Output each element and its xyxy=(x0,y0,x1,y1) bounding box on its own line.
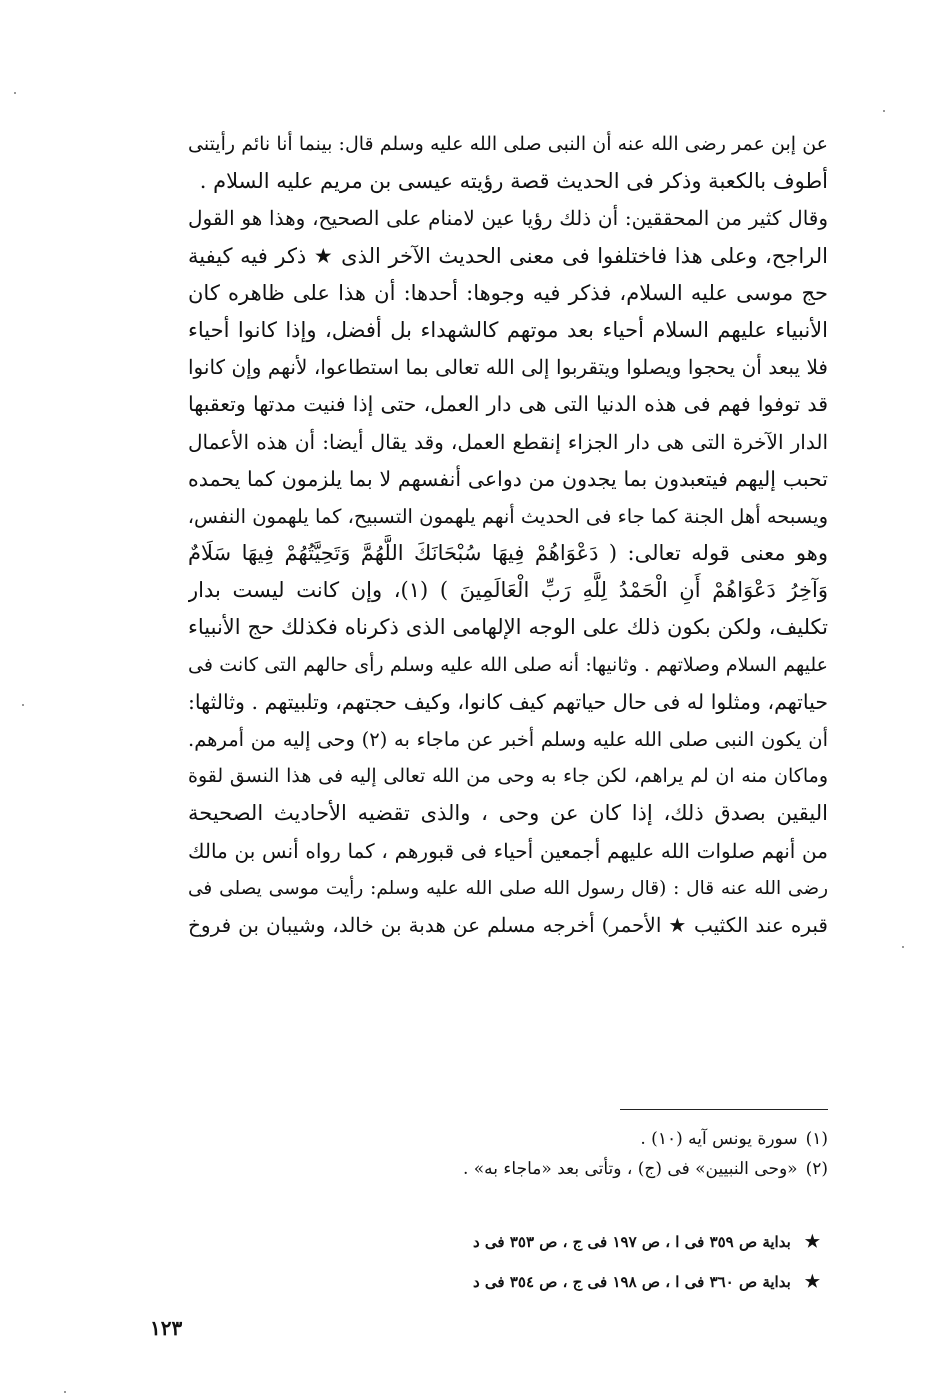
reference-line xyxy=(350,1262,820,1302)
footnote-text: سورة يونس آيه (١٠) . xyxy=(640,1129,798,1149)
star-icon: ★ xyxy=(804,1272,820,1292)
footnotes-block xyxy=(420,1124,828,1184)
reference-text: بداية ص ٣٦٠ فى ا ، ص ١٩٨ فى ج ، ص ٣٥٤ فى د xyxy=(473,1273,791,1291)
main-text-block xyxy=(188,126,828,944)
text-line: قد توفوا فهم فى هذه الدنيا التى هى دار العمل، حتى إذا فنيت مدتها وتعقبها xyxy=(188,392,828,417)
footnote-text: «وحى النبيين» فى (ج) ، وتأتى بعد «ماجاء به» . xyxy=(462,1159,798,1179)
scan-speck xyxy=(883,110,885,112)
text-line: وقال كثير من المحققين: أن ذلك رؤيا عين لامنام على الصحيح، وهذا هو القول xyxy=(188,206,828,231)
manuscript-references xyxy=(350,1222,820,1302)
scan-speck xyxy=(64,1391,66,1393)
text-line: ويسبحه أهل الجنة كما جاء فى الحديث أنهم يلهمون التسبيح، كما يلهمون النفس، xyxy=(188,504,828,528)
text-line: فلا يبعد أن يحجوا ويصلوا ويتقربوا إلى الله تعالى بما استطاعوا، لأنهم وإن كانوا xyxy=(188,355,828,380)
reference-line xyxy=(350,1222,820,1262)
footnote-number: (٢) xyxy=(805,1159,828,1179)
footnote xyxy=(420,1154,828,1184)
text-line: من أنهم صلوات الله عليهم أجمعين أحياء فى قبورهم ، كما رواه أنس بن مالك xyxy=(188,838,828,863)
text-line: وماكان منه ان لم يراهم، لكن جاء به وحى من الله تعالى إليه فى هذا النسق لقوة xyxy=(188,765,828,788)
text-line: قبره عند الكثيب ★ الأحمر) أخرجه مسلم عن هدبة بن خالد، وشيبان بن فروخ xyxy=(188,912,828,937)
scan-speck xyxy=(22,704,24,706)
footnote xyxy=(420,1124,828,1154)
text-line: تكليف، ولكن بكون ذلك على الوجه الإلهامى الذى ذكرناه فكذلك حج الأنبياء xyxy=(188,615,828,640)
text-line: حياتهم، ومثلوا له فى حال حياتهم كيف كانوا، وكيف حجتهم، وتلبيتهم . وثالثها: xyxy=(188,689,828,714)
page-number: ١٢٣ xyxy=(150,1316,183,1340)
text-line: الراجح، وعلى هذا فاختلفوا فى معنى الحديث الآخر الذى ★ ذكر فيه كيفية xyxy=(188,243,828,268)
text-line: عليهم السلام وصلاتهم . وثانيها: أنه صلى الله عليه وسلم رأى حالهم التى كانت فى xyxy=(188,653,828,676)
text-line: الدار الآخرة التى هى دار الجزاء إنقطع العمل، وقد يقال أيضا: أن هذه الأعمال xyxy=(188,429,828,454)
text-line: الأنبياء عليهم السلام أحياء بعد موتهم كالشهداء بل أفضل، وإذا كانوا أحياء xyxy=(188,317,828,342)
text-line: اليقين بصدق ذلك، إذا كان عن وحى ، والذى تقضيه الأحاديث الصحيحة xyxy=(188,801,828,826)
footnote-divider xyxy=(620,1109,828,1110)
quran-verse-line: وَآخِرُ دَعْوَاهُمْ أَنِ الْحَمْدُ لِلَّهِ رَبِّ الْعَالَمِينَ ) (١)، وإن كانت ليست بدار xyxy=(188,578,828,603)
scan-speck xyxy=(14,92,16,94)
text-line: أطوف بالكعبة وذكر فى الحديث قصة رؤيته عيسى بن مريم عليه السلام . xyxy=(199,169,828,194)
reference-text: بداية ص ٣٥٩ فى ا ، ص ١٩٧ فى ج ، ص ٣٥٣ فى د xyxy=(473,1233,791,1251)
scan-speck xyxy=(902,946,904,948)
text-line: أن يكون النبى صلى الله عليه وسلم أخبر عن ماجاء به (٢) وحى إليه من أمرهم. xyxy=(188,728,828,751)
quran-verse-line: وهو معنى قوله تعالى: ( دَعْوَاهُمْ فِيهَا سُبْحَانَكَ اللَّهُمَّ وَتَحِيَّتُهُمْ فِيهَا سَلَامٌ xyxy=(188,541,828,566)
footnote-number: (١) xyxy=(805,1129,828,1149)
text-line: حج موسى عليه السلام، فذكر فيه وجوها: أحدها: أن هذا على ظاهره كان xyxy=(188,280,828,305)
text-line: تحبب إليهم فيتعبدون بما يجدون من دواعى أنفسهم لا بما يلزمون كما يحمده xyxy=(188,466,828,491)
text-line: رضى الله عنه قال : (قال رسول الله صلى الله عليه وسلم: رأيت موسى يصلى فى xyxy=(188,877,828,899)
star-icon: ★ xyxy=(804,1232,820,1252)
text-line: عن إبن عمر رضى الله عنه أن النبى صلى الله عليه وسلم قال: بينما أنا نائم رأيتنى xyxy=(188,133,828,155)
